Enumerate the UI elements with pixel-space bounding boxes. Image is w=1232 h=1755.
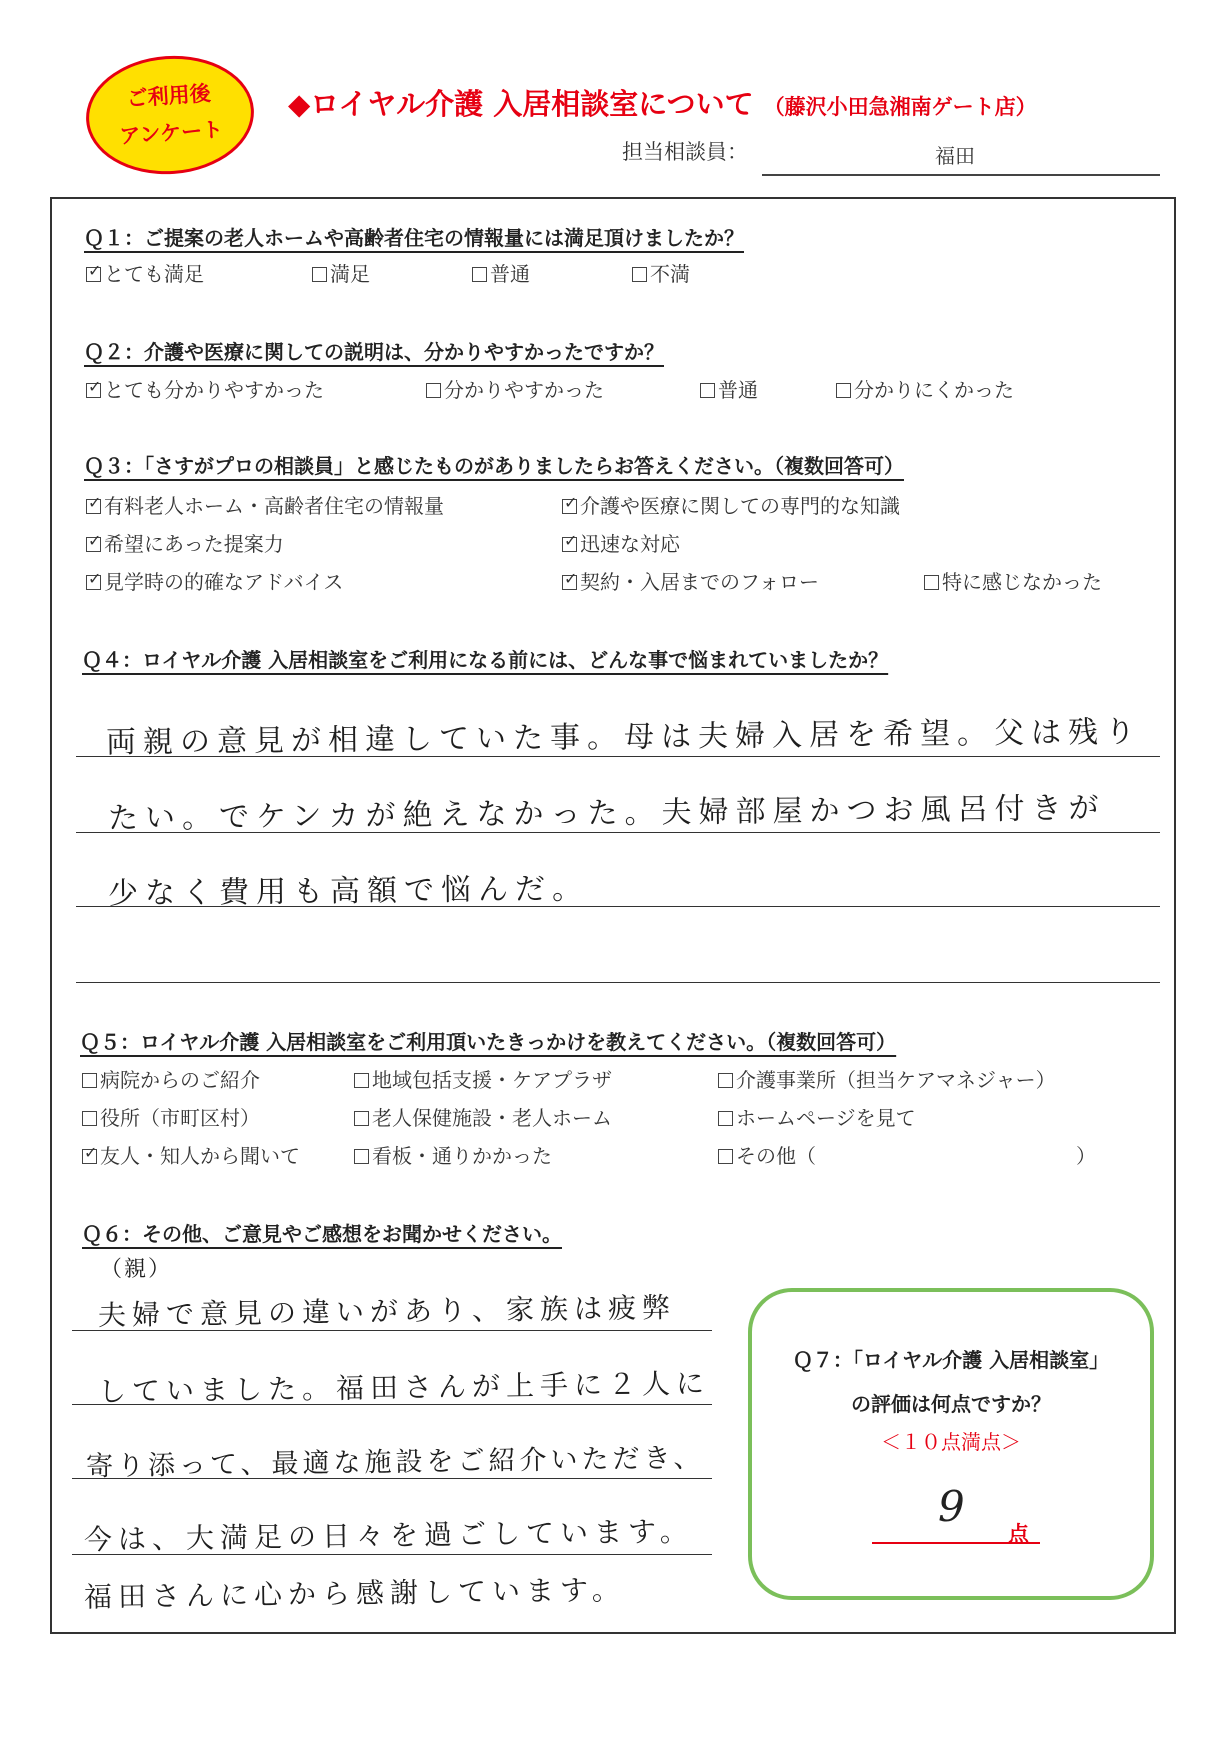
q3-option-follow-up[interactable] [562, 566, 819, 595]
q4-answer-line-1[interactable]: 両親の意見が相違していた事。母は夫婦入居を希望。父は残り [105, 714, 1143, 761]
checkbox[interactable] [86, 569, 102, 590]
q5-option-care-manager[interactable] [718, 1064, 1056, 1093]
option-label: 不満 [650, 262, 690, 286]
badge-line1: ご利用後 [125, 81, 212, 112]
q7-question-line2: の評価は何点ですか？ [851, 1392, 1051, 1416]
checkbox[interactable] [82, 1143, 98, 1164]
q7-question-line1: Ｑ７：「ロイヤル介護 入居相談室」 [792, 1348, 1110, 1372]
option-label: 特に感じなかった [942, 570, 1102, 594]
option-label: 介護や医療に関しての専門的な知識 [580, 494, 900, 518]
q3-option-expert-knowledge[interactable] [562, 490, 900, 519]
checkbox[interactable] [82, 1073, 97, 1088]
checkbox[interactable] [86, 261, 102, 282]
q5-option-care-plaza[interactable] [354, 1064, 612, 1093]
check-mark-icon: ✓ [88, 261, 102, 280]
option-label: とても分かりやすかった [104, 378, 324, 402]
option-label: 希望にあった提案力 [104, 532, 284, 556]
q1-option-normal[interactable] [472, 258, 530, 287]
q6-note: （親） [99, 1256, 173, 1283]
check-mark-icon: ✓ [564, 569, 578, 588]
check-mark-icon: ✓ [88, 569, 102, 588]
q5-question: Ｑ５：ロイヤル介護 入居相談室をご利用頂いたきっかけを教えてください。（複数回答可） [80, 1030, 897, 1054]
checkbox[interactable] [718, 1111, 733, 1126]
q7-scale: ＜１０点満点＞ [881, 1430, 1021, 1454]
q6-answer-line-3[interactable]: 寄り添って、最適な施設をご紹介いただき、 [85, 1442, 705, 1483]
option-label: ホームページを見て [736, 1106, 916, 1130]
survey-badge [82, 50, 258, 179]
checkbox[interactable] [472, 267, 487, 282]
check-mark-icon: ✓ [88, 493, 102, 512]
q6-answer-line-2[interactable]: していました。福田さんが上手に２人に [97, 1366, 711, 1409]
checkbox[interactable] [312, 267, 327, 282]
q4-answer-rule-2 [76, 832, 1160, 833]
q2-option-very-clear[interactable] [86, 374, 324, 403]
checkbox[interactable] [562, 569, 578, 590]
option-label: その他（ ） [736, 1144, 1096, 1168]
q3-option-none[interactable] [924, 566, 1102, 595]
option-label: 分かりにくかった [854, 378, 1014, 402]
q5-option-nursing-facility[interactable] [354, 1102, 612, 1131]
checkbox[interactable] [86, 493, 102, 514]
q1-question: Ｑ１：ご提案の老人ホームや高齢者住宅の情報量には満足頂けましたか？ [84, 226, 744, 250]
option-label: 分かりやすかった [444, 378, 604, 402]
q7-score-input[interactable]: 9 [938, 1482, 965, 1531]
option-label: 普通 [490, 262, 530, 286]
staff-underline [762, 174, 1160, 176]
q6-question: Ｑ６：その他、ご意見やご感想をお聞かせください。 [82, 1222, 562, 1246]
q3-option-tour-advice[interactable] [86, 566, 343, 595]
q1-option-unsatisfied[interactable] [632, 258, 690, 287]
checkbox[interactable] [718, 1149, 733, 1164]
option-label: 看板・通りかかった [372, 1144, 552, 1168]
option-label: とても満足 [104, 262, 204, 286]
check-mark-icon: ✓ [564, 531, 578, 550]
q4-answer-line-3[interactable]: 少なく費用も高額で悩んだ。 [107, 871, 590, 912]
check-mark-icon: ✓ [84, 1143, 98, 1162]
q4-answer-line-2[interactable]: たい。でケンカが絶えなかった。夫婦部屋かつお風呂付きが [107, 790, 1106, 837]
q5-option-hospital[interactable] [82, 1064, 260, 1093]
option-label: 迅速な対応 [580, 532, 680, 556]
option-label: 見学時の的確なアドバイス [104, 570, 344, 594]
checkbox[interactable] [426, 383, 441, 398]
q5-option-city-office[interactable] [82, 1102, 260, 1131]
option-label: 老人保健施設・老人ホーム [372, 1106, 612, 1130]
checkbox[interactable] [718, 1073, 733, 1088]
q7-score-underline [872, 1542, 1040, 1544]
q1-option-very-satisfied[interactable] [86, 258, 204, 287]
q2-option-clear[interactable] [426, 374, 604, 403]
option-label: 普通 [718, 378, 758, 402]
q5-option-signboard[interactable] [354, 1140, 552, 1169]
q3-option-info-volume[interactable] [86, 490, 444, 519]
q3-question: Ｑ３：「さすがプロの相談員」と感じたものがありましたらお答えください。（複数回答可） [84, 454, 904, 478]
q4-question: Ｑ４：ロイヤル介護 入居相談室をご利用になる前には、どんな事で悩まれていましたか？ [82, 648, 889, 672]
q6-answer-line-1[interactable]: 夫婦で意見の違いがあり、家族は疲弊 [97, 1290, 677, 1333]
option-label: 友人・知人から聞いて [100, 1144, 300, 1168]
option-label: 介護事業所（担当ケアマネジャー） [736, 1068, 1056, 1092]
q2-option-unclear[interactable] [836, 374, 1014, 403]
q1-option-satisfied[interactable] [312, 258, 370, 287]
checkbox[interactable] [562, 493, 578, 514]
checkbox[interactable] [700, 383, 715, 398]
option-label: 役所（市町区村） [100, 1106, 260, 1130]
checkbox[interactable] [924, 575, 939, 590]
checkbox[interactable] [354, 1111, 369, 1126]
checkbox[interactable] [86, 531, 102, 552]
page-title [288, 82, 1037, 123]
option-label: 有料老人ホーム・高齢者住宅の情報量 [104, 494, 444, 518]
check-mark-icon: ✓ [564, 493, 578, 512]
q6-answer-rule-2 [72, 1404, 712, 1405]
q6-answer-line-5[interactable]: 福田さんに心から感謝しています。 [83, 1573, 626, 1614]
q7-rating-box [748, 1288, 1154, 1600]
checkbox[interactable] [632, 267, 647, 282]
q5-option-friend[interactable] [82, 1140, 300, 1169]
q6-answer-line-4[interactable]: 今は、大満足の日々を過ごしています。 [83, 1514, 694, 1557]
q7-score-unit: 点 [1008, 1522, 1029, 1546]
staff-name: 福田 [935, 144, 975, 168]
q5-option-homepage[interactable] [718, 1102, 916, 1131]
checkbox[interactable] [82, 1111, 97, 1126]
q2-option-normal[interactable] [700, 374, 758, 403]
q6-answer-rule-1 [72, 1330, 712, 1331]
q3-option-quick-response[interactable] [562, 528, 680, 557]
check-mark-icon: ✓ [88, 531, 102, 550]
staff-label: 担当相談員： [622, 140, 748, 164]
option-label: 病院からのご紹介 [100, 1068, 260, 1092]
q2-question: Ｑ２：介護や医療に関しての説明は、分かりやすかったですか？ [84, 340, 664, 364]
checkbox[interactable] [354, 1073, 369, 1088]
checkbox[interactable] [562, 531, 578, 552]
q5-option-other[interactable] [718, 1140, 1096, 1169]
checkbox[interactable] [354, 1149, 369, 1164]
option-label: 満足 [330, 262, 370, 286]
title-main: ◆ロイヤル介護 入居相談室について [288, 87, 754, 121]
check-mark-icon: ✓ [88, 377, 102, 396]
q3-option-proposal[interactable] [86, 528, 284, 557]
q4-answer-rule-4 [76, 982, 1160, 983]
badge-line2: アンケート [118, 117, 224, 149]
option-label: 契約・入居までのフォロー [580, 570, 819, 594]
q6-answer-rule-3 [72, 1478, 712, 1479]
title-store: （藤沢小田急湘南ゲート店） [763, 95, 1037, 119]
q6-answer-rule-4 [72, 1554, 712, 1555]
q4-answer-rule-3 [76, 906, 1160, 907]
q4-answer-rule-1 [76, 756, 1160, 757]
option-label: 地域包括支援・ケアプラザ [372, 1068, 612, 1092]
checkbox[interactable] [86, 377, 102, 398]
checkbox[interactable] [836, 383, 851, 398]
